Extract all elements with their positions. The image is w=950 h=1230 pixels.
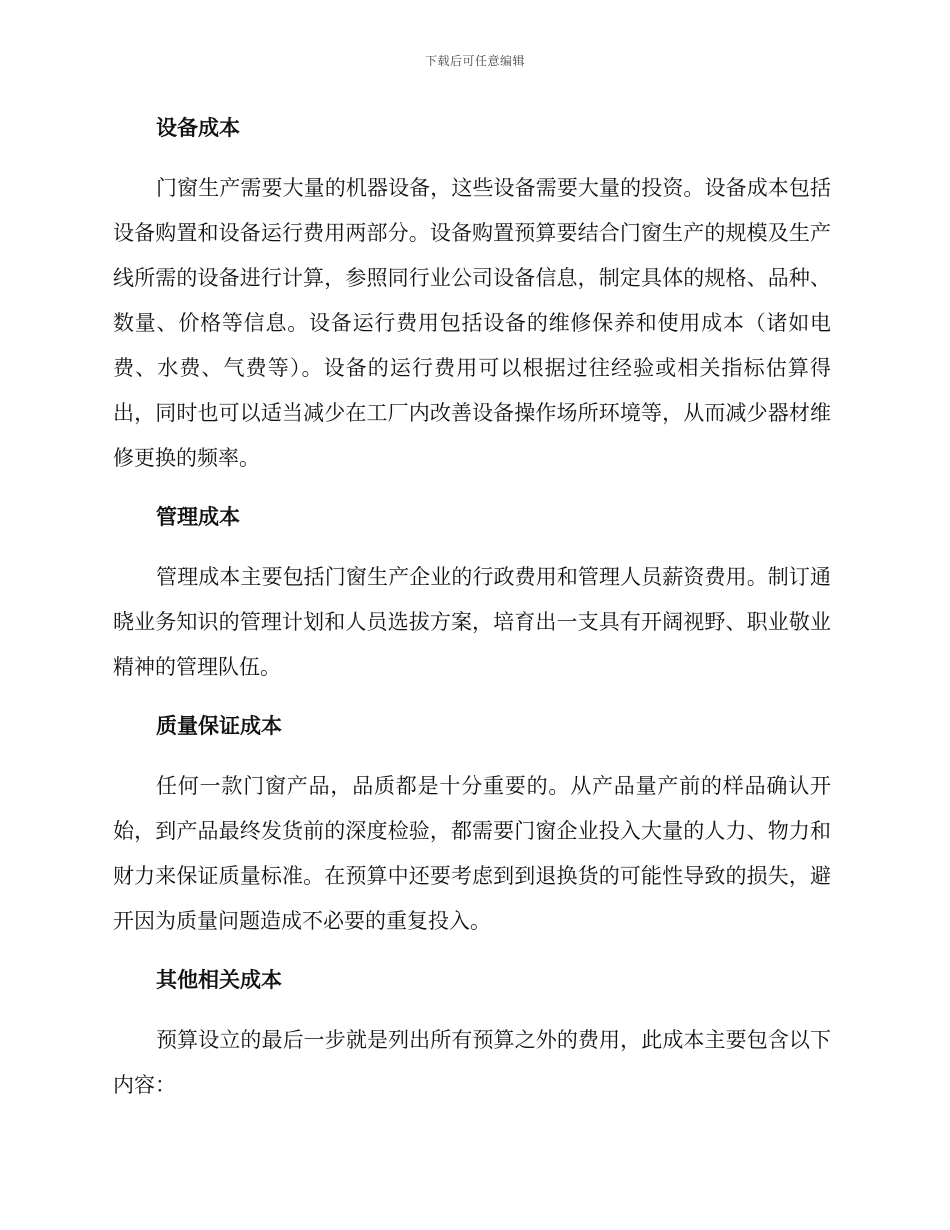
section-paragraph: 预算设立的最后一步就是列出所有预算之外的费用，此成本主要包含以下内容： — [113, 1028, 831, 1097]
section-heading: 质量保证成本 — [156, 714, 282, 738]
section-heading: 其他相关成本 — [156, 968, 282, 992]
document-body — [113, 108, 831, 1124]
section-other-related-cost — [113, 960, 831, 1108]
section-equipment-cost — [113, 108, 831, 481]
page-header: 下载后可任意编辑 — [424, 54, 525, 68]
section-paragraph: 管理成本主要包括门窗生产企业的行政费用和管理人员薪资费用。制订通晓业务知识的管理计划和人员选拔方案，培育出一支具有开阔视野、职业敬业精神的管理队伍。 — [113, 565, 831, 679]
section-heading: 管理成本 — [156, 505, 240, 529]
section-paragraph: 任何一款门窗产品，品质都是十分重要的。从产品量产前的样品确认开始，到产品最终发货前的深度检验，都需要门窗企业投入大量的人力、物力和财力来保证质量标准。在预算中还要考虑到到退换货的可能性导致的损失，避开因为质量问题造成不必要的重复投入。 — [113, 774, 831, 933]
section-management-cost — [113, 497, 831, 690]
section-quality-assurance-cost — [113, 706, 831, 944]
section-paragraph: 门窗生产需要大量的机器设备，这些设备需要大量的投资。设备成本包括设备购置和设备运行费用两部分。设备购置预算要结合门窗生产的规模及生产线所需的设备进行计算，参照同行业公司设备信息，制定具体的规格、品种、数量、价格等信息。设备运行费用包括设备的维修保养和使用成本（诸如电费、水费、气费等）。设备的运行费用可以根据过往经验或相关指标估算得出，同时也可以适当减少在工厂内改善设备操作场所环境等，从而减少器材维修更换的频率。 — [113, 176, 831, 470]
section-heading: 设备成本 — [156, 116, 240, 140]
